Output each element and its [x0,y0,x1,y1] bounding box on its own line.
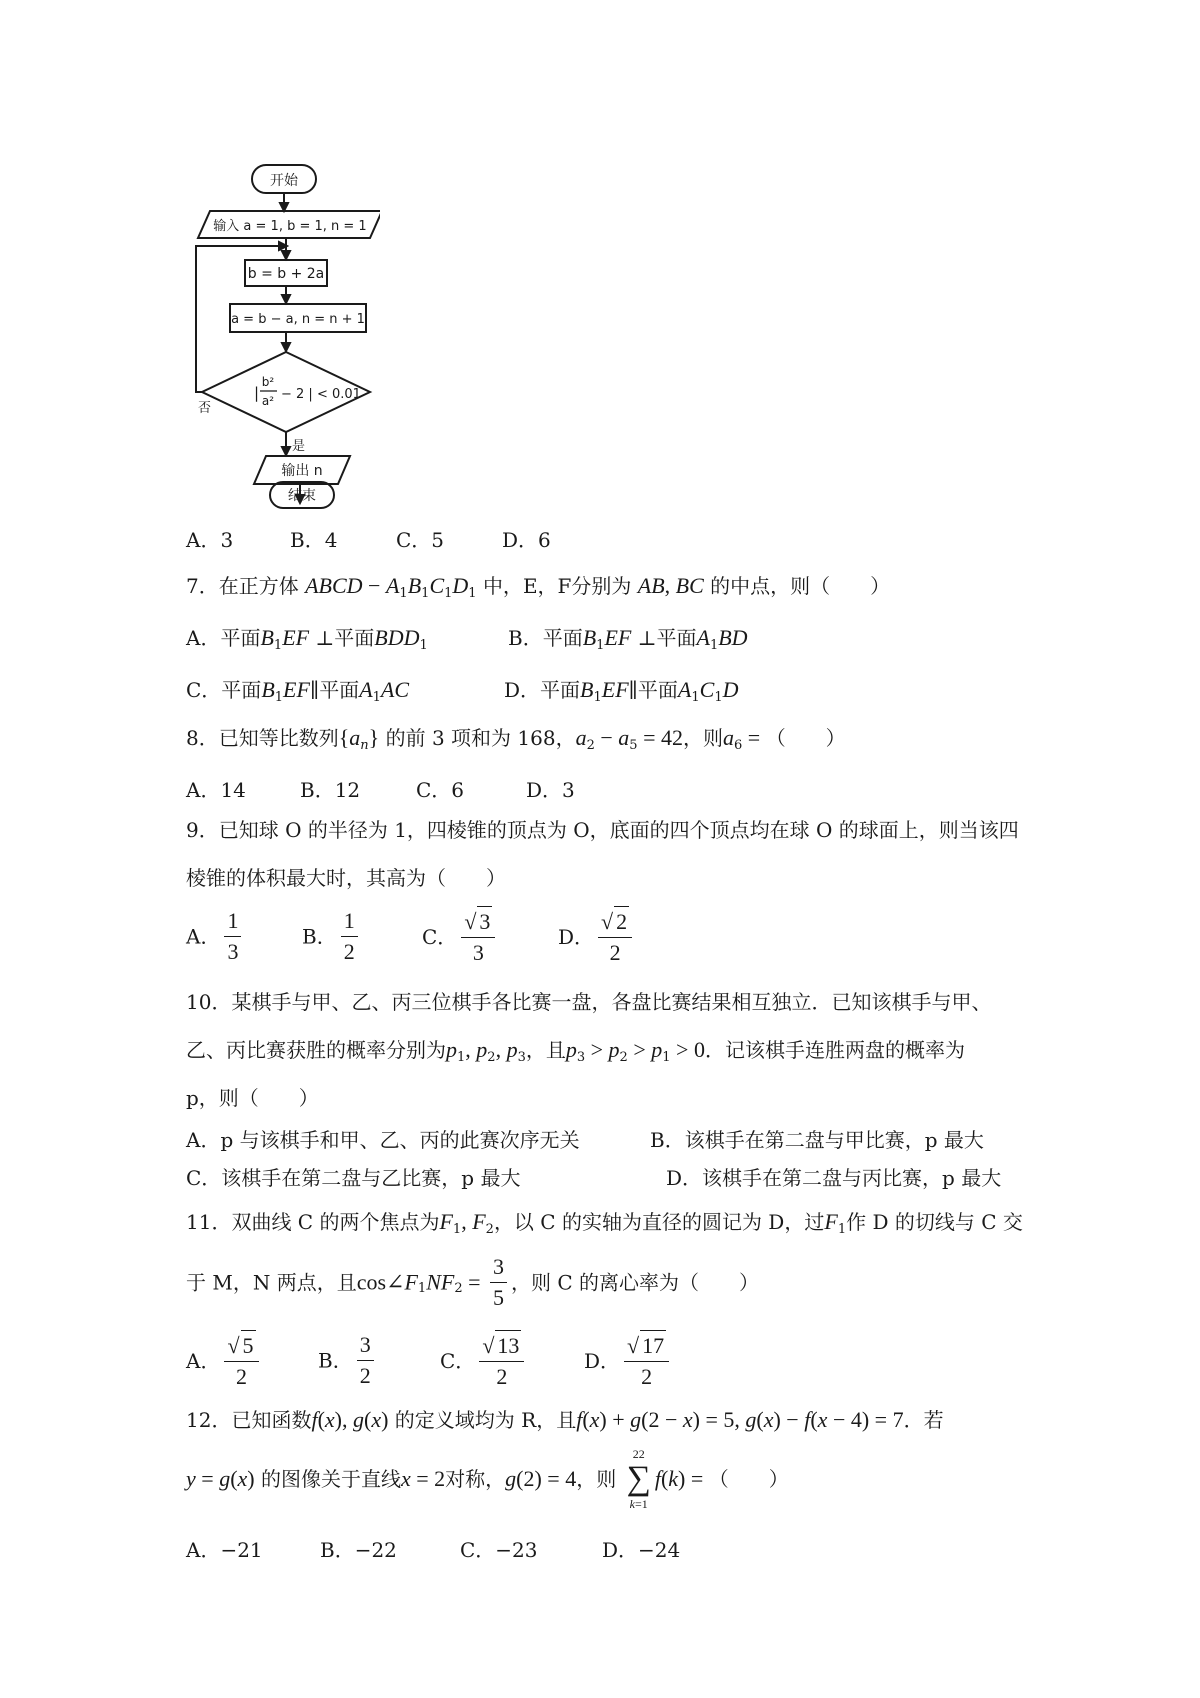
flowchart [0,0,380,520]
q10-option-d[interactable]: D．该棋手在第二盘与丙比赛，p 最大 [666,1166,1002,1190]
flowchart-condition-num: b² [261,375,275,389]
q10-line1: 10．某棋手与甲、乙、丙三位棋手各比赛一盘，各盘比赛结果相互独立．已知该棋手与甲、 [186,990,992,1014]
q7-option-d[interactable]: D．平面$B_1EF\parallel$平面$A_1C_1D$ [504,677,739,705]
flowchart-end-label: 结束 [288,488,316,504]
q11-line2: 于 M，N 两点，且$\cos\angle F_1NF_2$ = $\frac{3}{5}$ ，则 C 的离心率为（ ） [186,1254,760,1310]
q11-option-a[interactable]: A． $\frac{√ 5}{2}$ [186,1330,263,1392]
q12-option-b[interactable]: B．−22 [320,1538,397,1562]
q8-stem: 8．已知等比数列$\{a_n\}$ 的前 3 项和为 168，$a_2 - a_5 = 42$，则$a_6$ = （ ） [186,725,846,753]
q7-stem-part: 分别为 [571,574,632,598]
q7-stem-part: 中， [482,574,523,598]
q12-option-a[interactable]: A．−21 [186,1538,263,1562]
q7-points: E，F [522,574,572,598]
q6-option-a[interactable]: A．3 [186,528,234,552]
q11-line1: 11．双曲线 C 的两个焦点为$F_1$, $F_2$，以 C 的实轴为直径的圆记为 D，过$F_1$作 D 的切线与 C 交 [186,1209,1023,1237]
q12-line2: y = g(x) 的图像关于直线x = 2对称，g(2) = 4，则 22 ∑ k=1 f(k) = （ ） [186,1447,789,1511]
flowchart-end [268,478,388,518]
q7-stem: 7．在正方体 ABCD − $A_1B_1C_1D_1$ 中，E，F分别为 AB, BC 的中点，则（ ） [186,573,891,601]
flowchart-output-label: 输出 n [281,463,323,479]
q9-option-a[interactable]: A． $\frac{1}{3}$ [186,906,245,967]
q7-option-a[interactable]: A．平面$B_1EF$ ⊥平面$BDD_1$ [186,625,428,653]
q10-line2: 乙、丙比赛获胜的概率分别为$p_1$, $p_2$, $p_3$，且$p_3 > p_2 > p_1 > 0$．记该棋手连胜两盘的概率为 [186,1037,965,1065]
q7-option-c[interactable]: C．平面$B_1EF\parallel$平面$A_1AC$ [186,677,410,705]
q8-option-b[interactable]: B．12 [300,778,361,802]
q10-option-c[interactable]: C．该棋手在第二盘与乙比赛，p 最大 [186,1166,521,1190]
q12-line1: 12．已知函数f(x), g(x) 的定义域均为 R，且f(x) + g(2 − x) = 5, g(x) − f(x − 4) = 7．若 [186,1407,944,1432]
q7-stem-part: 的中点，则（ ） [710,574,891,598]
q11-option-c[interactable]: C． $\frac{√ 13}{2}$ [440,1330,528,1392]
flowchart-start-label: 开始 [270,173,298,189]
q8-option-c[interactable]: C．6 [416,778,465,802]
flowchart-condition-left: | [254,384,260,402]
q11-option-b[interactable]: B． $\frac{3}{2}$ [318,1330,378,1391]
flowchart-condition-den: a² [261,394,275,408]
q9-option-c[interactable]: C． $\frac{√ 3}{3}$ [422,906,499,968]
q6-option-b[interactable]: B．4 [290,528,338,552]
q7-stem-part: 7．在正方体 [186,574,299,598]
q9-option-d[interactable]: D． $\frac{√ 2}{2}$ [558,906,636,968]
flowchart-step1-label: b = b + 2a [247,266,325,282]
q9-line2: 棱锥的体积最大时，其高为（ ） [186,866,506,890]
q10-option-a[interactable]: A．p 与该棋手和甲、乙、丙的此赛次序无关 [186,1128,580,1152]
q9-line1: 9．已知球 O 的半径为 1，四棱锥的顶点为 O，底面的四个顶点均在球 O 的球面上，则当该四 [186,818,1019,842]
flowchart-condition-right: − 2 | < 0.01 [281,387,361,402]
q8-option-d[interactable]: D．3 [526,778,575,802]
flowchart-yes-label: 是 [292,439,306,454]
q6-option-c[interactable]: C．5 [396,528,445,552]
q10-line3: p，则（ ） [186,1086,319,1110]
flowchart-input-label: 输入 a = 1, b = 1, n = 1 [213,219,367,234]
q9-option-b[interactable]: B． $\frac{1}{2}$ [302,906,362,967]
q6-option-d[interactable]: D．6 [502,528,551,552]
q12-option-c[interactable]: C．−23 [460,1538,538,1562]
flowchart-no-label: 否 [198,401,212,416]
q7-option-b[interactable]: B．平面$B_1EF$ ⊥平面$A_1BD$ [508,625,748,653]
q11-option-d[interactable]: D． $\frac{√ 17}{2}$ [584,1330,673,1392]
flowchart-step2-label: a = b − a, n = n + 1 [231,312,365,327]
q10-option-b[interactable]: B．该棋手在第二盘与甲比赛，p 最大 [650,1128,984,1152]
q8-option-a[interactable]: A．14 [186,778,246,802]
q12-option-d[interactable]: D．−24 [602,1538,681,1562]
